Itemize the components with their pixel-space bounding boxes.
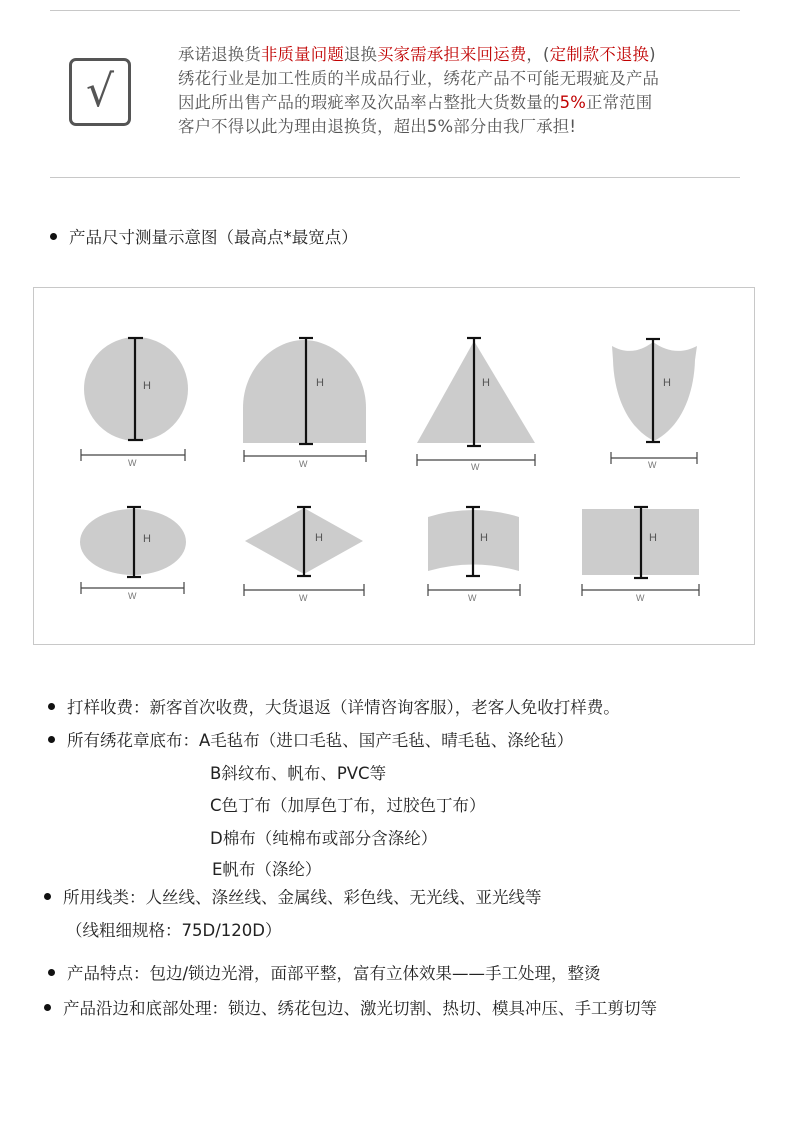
width-label: W — [648, 460, 657, 470]
width-label: W — [128, 591, 137, 601]
ellipse-shape — [80, 507, 186, 601]
top-divider — [50, 10, 740, 11]
bullet-icon — [50, 233, 57, 240]
measure-title-text: 产品尺寸测量示意图（最高点*最宽点） — [69, 228, 358, 247]
rectangle-shape — [582, 507, 699, 603]
width-label: W — [468, 593, 477, 603]
notice-line-3-text: 因此所出售产品的瑕疵率及次品率占整批大货数量的 — [178, 93, 560, 112]
sample-fee-text: 打样收费：新客首次收费，大货退返（详情咨询客服），老客人免收打样费。 — [67, 698, 620, 717]
notice-percent: 5% — [559, 93, 586, 112]
notice-line-3 — [178, 91, 738, 115]
height-label: H — [482, 377, 490, 389]
height-label: H — [315, 532, 323, 544]
fabric-d-line: D棉布（纯棉布或部分含涤纶） — [210, 829, 438, 848]
features-text: 产品特点：包边/锁边光滑，面部平整，富有立体效果——手工处理，整烫 — [67, 964, 601, 983]
notice-line-1-segment: 承诺退换货 — [178, 45, 261, 64]
notice-line-1-segment: 退换 — [343, 45, 378, 64]
shield-shape — [611, 339, 697, 470]
notice-line-1-segment: 非质量问题 — [260, 45, 344, 64]
bullet-icon — [48, 736, 55, 743]
height-label: H — [143, 533, 151, 545]
arch-shape — [243, 338, 366, 469]
thread-text: 所用线类：人丝线、涤丝线、金属线、彩色线、无光线、亚光线等 — [63, 888, 542, 907]
features-line — [48, 960, 601, 984]
height-label: H — [316, 377, 324, 389]
width-label: W — [471, 462, 480, 472]
width-label: W — [299, 593, 308, 603]
width-label: W — [299, 459, 308, 469]
height-label: H — [649, 532, 657, 544]
bullet-icon — [44, 893, 51, 900]
notice-line-1-segment: 买家需承担来回运费 — [377, 45, 527, 64]
height-label: H — [143, 380, 151, 392]
notice-line-1-segment: ) — [649, 45, 656, 64]
triangle-shape — [417, 338, 535, 472]
check-symbol: √ — [85, 66, 115, 117]
return-policy-notice — [178, 43, 738, 139]
bullet-icon — [48, 703, 55, 710]
check-mark-icon — [69, 58, 131, 126]
bullet-icon — [44, 1004, 51, 1011]
notice-line-1-segment: 定制款不退换 — [549, 45, 650, 64]
notice-line-1 — [178, 43, 738, 67]
middle-divider — [50, 177, 740, 178]
curved-banner-shape — [428, 507, 520, 603]
fabric-c-line: C色丁布（加厚色丁布，过胶色丁布） — [210, 796, 486, 815]
notice-line-3-tail: 正常范围 — [586, 93, 653, 112]
width-label: W — [636, 593, 645, 603]
bullet-icon — [48, 969, 55, 976]
circle-shape — [81, 337, 188, 468]
height-label: H — [480, 532, 488, 544]
edge-processing-line — [44, 995, 657, 1019]
measure-title — [50, 224, 358, 248]
diamond-shape — [244, 507, 364, 603]
size-measurement-diagram — [33, 287, 755, 645]
notice-line-1-segment: ，( — [526, 45, 550, 64]
fabric-title-text: 所有绣花章底布：A毛毡布（进口毛毡、国产毛毡、晴毛毡、涤纶毡） — [67, 731, 574, 750]
fabric-b-line: B斜纹布、帆布、PVC等 — [210, 764, 387, 783]
thread-spec-line: （线粗细规格：75D/120D） — [66, 921, 282, 940]
thread-line — [44, 884, 542, 908]
notice-line-4: 客户不得以此为理由退换货，超出5%部分由我厂承担! — [178, 117, 577, 136]
width-label: W — [128, 458, 137, 468]
height-label: H — [663, 377, 671, 389]
fabric-line — [48, 727, 573, 751]
diagram-svg — [34, 288, 754, 644]
edge-processing-text: 产品沿边和底部处理：锁边、绣花包边、激光切割、热切、模具冲压、手工剪切等 — [63, 999, 657, 1018]
sample-fee-line — [48, 694, 620, 718]
fabric-e-line: E帆布（涤纶） — [212, 860, 322, 879]
notice-line-2: 绣花行业是加工性质的半成品行业，绣花产品不可能无瑕疵及产品 — [178, 69, 660, 88]
